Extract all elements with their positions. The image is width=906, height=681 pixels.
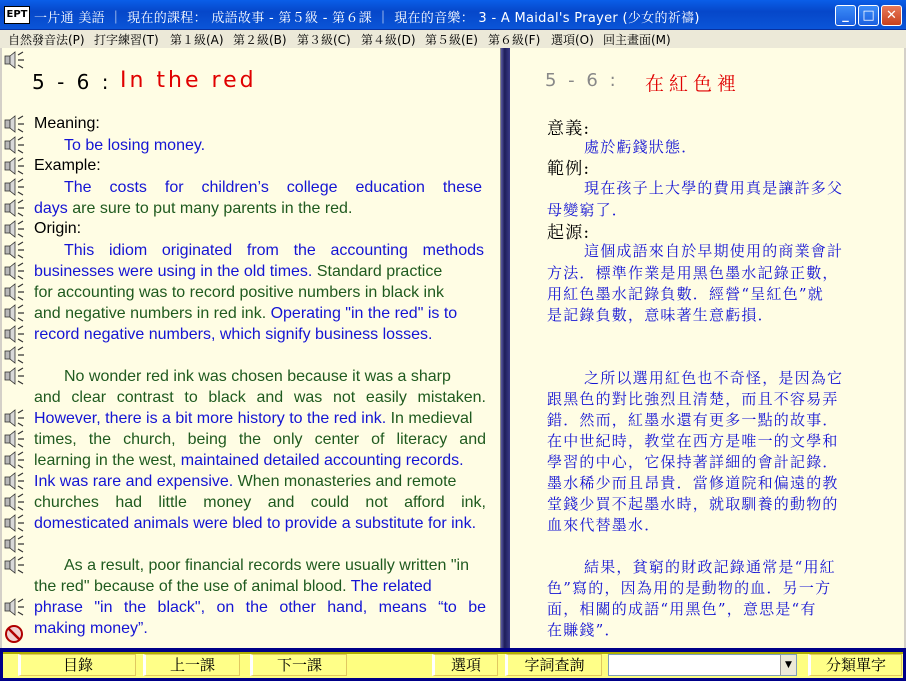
paragraph-line: 堂錢少買不起墨水時，就取馴養的動物的 xyxy=(547,495,839,513)
paragraph-line: 血來代替墨水． xyxy=(547,516,661,534)
menu-options[interactable]: 選項(O) xyxy=(551,33,594,47)
meaning-text: To be losing money. xyxy=(64,137,206,154)
menu-level-2[interactable]: 第２級(B) xyxy=(233,33,287,47)
paragraph-line: 面，相關的成語“用黑色”，意思是“有 xyxy=(547,600,817,618)
paragraph-line: churches had little money and could not afford ink, xyxy=(34,494,486,511)
speaker-icon[interactable] xyxy=(4,261,26,281)
speaker-icon[interactable] xyxy=(4,50,26,70)
meaning-label: Meaning: xyxy=(34,115,100,132)
origin-line: 是記錄負數，意味著生意虧損． xyxy=(547,306,774,324)
paragraph-line: Ink was rare and expensive. When monasteries and remote xyxy=(34,473,457,490)
paragraph-line: 錯．然而，紅墨水還有更多一點的故事． xyxy=(547,411,839,429)
paragraph-line: 在賺錢”． xyxy=(547,621,621,639)
speaker-icon[interactable] xyxy=(4,135,26,155)
speaker-icon[interactable] xyxy=(4,240,26,260)
prev-lesson-button[interactable]: 上一課 xyxy=(143,654,240,676)
speaker-icon[interactable] xyxy=(4,492,26,512)
paragraph-line: As a result, poor financial records were usually written "in xyxy=(64,557,469,574)
window-title: 一片通 美語 ｜ 現在的課程： 成語故事 - 第５級 - 第６課 ｜ 現在的音樂： 3 - A Maidal's Prayer (少女的祈禱) xyxy=(34,11,700,26)
paragraph-line: and clear contrast to black and was not easily mistaken. xyxy=(34,389,486,406)
origin-line: 這個成語來自於早期使用的商業會計 xyxy=(584,242,844,260)
paragraph-line: No wonder red ink was chosen because it was a sharp xyxy=(64,368,451,385)
paragraph-line: 結果，貧窮的財政記錄通常是“用紅 xyxy=(584,558,836,576)
paragraph-line: 跟黑色的對比強烈且清楚，而且不容易弄 xyxy=(547,390,839,408)
close-button[interactable]: ✕ xyxy=(881,5,902,26)
speaker-icon[interactable] xyxy=(4,345,26,365)
paragraph-line: 在中世紀時，教堂在西方是唯一的文學和 xyxy=(547,432,839,450)
speaker-icon[interactable] xyxy=(4,282,26,302)
english-pane xyxy=(2,48,501,648)
chinese-pane xyxy=(510,48,904,648)
paragraph-line: learning in the west, maintained detailed accounting records. xyxy=(34,452,464,469)
paragraph-line: 色”寫的，因為用的是動物的血．另一方 xyxy=(547,579,832,597)
lesson-title: In the red xyxy=(120,68,257,93)
paragraph-line: domesticated animals were bled to provide a substitute for ink. xyxy=(34,515,477,532)
speaker-icon[interactable] xyxy=(4,198,26,218)
minimize-button[interactable]: _ xyxy=(835,5,856,26)
contents-button[interactable]: 目錄 xyxy=(18,654,136,676)
stop-icon[interactable] xyxy=(4,624,24,644)
speaker-icon[interactable] xyxy=(4,156,26,176)
options-button[interactable]: 選項 xyxy=(432,654,498,676)
paragraph-line: 學習的中心，它保持著詳細的會計記錄． xyxy=(547,453,839,471)
speaker-icon[interactable] xyxy=(4,303,26,323)
lesson-title: 在紅色裡 xyxy=(645,73,742,95)
speaker-icon[interactable] xyxy=(4,366,26,386)
menu-home[interactable]: 回主畫面(M) xyxy=(603,33,671,47)
origin-label: Origin: xyxy=(34,220,82,237)
speaker-icon[interactable] xyxy=(4,513,26,533)
origin-label: 起源: xyxy=(547,223,591,243)
speaker-icon[interactable] xyxy=(4,450,26,470)
meaning-text: 處於虧錢狀態． xyxy=(584,138,698,156)
speaker-icon[interactable] xyxy=(4,177,26,197)
maximize-button[interactable]: □ xyxy=(858,5,879,26)
origin-line: and negative numbers in red ink. Operating "in the red" is to xyxy=(34,305,458,322)
paragraph-line: times, the church, being the only center of literacy and xyxy=(34,431,486,448)
menu-phonics[interactable]: 自然發音法(P) xyxy=(8,33,85,47)
speaker-icon[interactable] xyxy=(4,219,26,239)
example-line: The costs for children’s college education these xyxy=(64,179,482,196)
pane-divider[interactable] xyxy=(501,48,510,648)
app-icon: EPT xyxy=(4,6,30,24)
example-label: 範例: xyxy=(547,159,591,179)
speaker-icon[interactable] xyxy=(4,429,26,449)
lesson-number: 5 - 6 : xyxy=(32,70,112,94)
speaker-icon[interactable] xyxy=(4,597,26,617)
menu-level-1[interactable]: 第１級(A) xyxy=(170,33,224,47)
paragraph-line: However, there is a bit more history to the red ink. In medieval xyxy=(34,410,473,427)
speaker-icon[interactable] xyxy=(4,534,26,554)
paragraph-line: the red" because of the use of animal blood. The related xyxy=(34,578,432,595)
lesson-number: 5 - 6 : xyxy=(545,70,619,91)
menu-level-5[interactable]: 第５級(E) xyxy=(425,33,478,47)
example-line: 現在孩子上大學的費用真是讓許多父 xyxy=(584,179,844,197)
paragraph-line: 之所以選用紅色也不奇怪，是因為它 xyxy=(584,369,844,387)
origin-line: businesses were using in the old times. Standard practice xyxy=(34,263,443,280)
origin-line: 用紅色墨水記錄負數．經營“呈紅色”就 xyxy=(547,285,824,303)
title-bar xyxy=(0,0,906,30)
meaning-label: 意義: xyxy=(547,119,591,139)
bottom-toolbar xyxy=(0,648,906,681)
speaker-icon[interactable] xyxy=(4,408,26,428)
menu-bar xyxy=(0,30,906,48)
dictionary-button[interactable]: 字詞查詢 xyxy=(505,654,602,676)
example-line: days are sure to put many parents in the red. xyxy=(34,200,353,217)
paragraph-line: phrase "in the black", on the other hand, means “to be xyxy=(34,599,486,616)
category-dropdown[interactable] xyxy=(608,654,797,676)
origin-line: 方法．標準作業是用黑色墨水記錄正數， xyxy=(547,264,839,282)
paragraph-line: making money”. xyxy=(34,620,148,637)
example-label: Example: xyxy=(34,157,101,174)
speaker-icon[interactable] xyxy=(4,471,26,491)
chevron-down-icon[interactable]: ▼ xyxy=(780,655,796,675)
speaker-icon[interactable] xyxy=(4,324,26,344)
origin-line: record negative numbers, which signify business losses. xyxy=(34,326,433,343)
menu-level-3[interactable]: 第３級(C) xyxy=(297,33,351,47)
origin-line: for accounting was to record positive numbers in black ink xyxy=(34,284,444,301)
speaker-icon[interactable] xyxy=(4,114,26,134)
menu-level-6[interactable]: 第６級(F) xyxy=(488,33,541,47)
menu-typing[interactable]: 打字練習(T) xyxy=(94,33,159,47)
origin-line: This idiom originated from the accounting methods xyxy=(64,242,484,259)
categories-button[interactable]: 分類單字 xyxy=(808,654,902,676)
example-line: 母變窮了． xyxy=(547,201,629,219)
next-lesson-button[interactable]: 下一課 xyxy=(250,654,347,676)
paragraph-line: 墨水稀少而且昂貴．當修道院和偏遠的教 xyxy=(547,474,839,492)
speaker-icon[interactable] xyxy=(4,555,26,575)
menu-level-4[interactable]: 第４級(D) xyxy=(361,33,416,47)
